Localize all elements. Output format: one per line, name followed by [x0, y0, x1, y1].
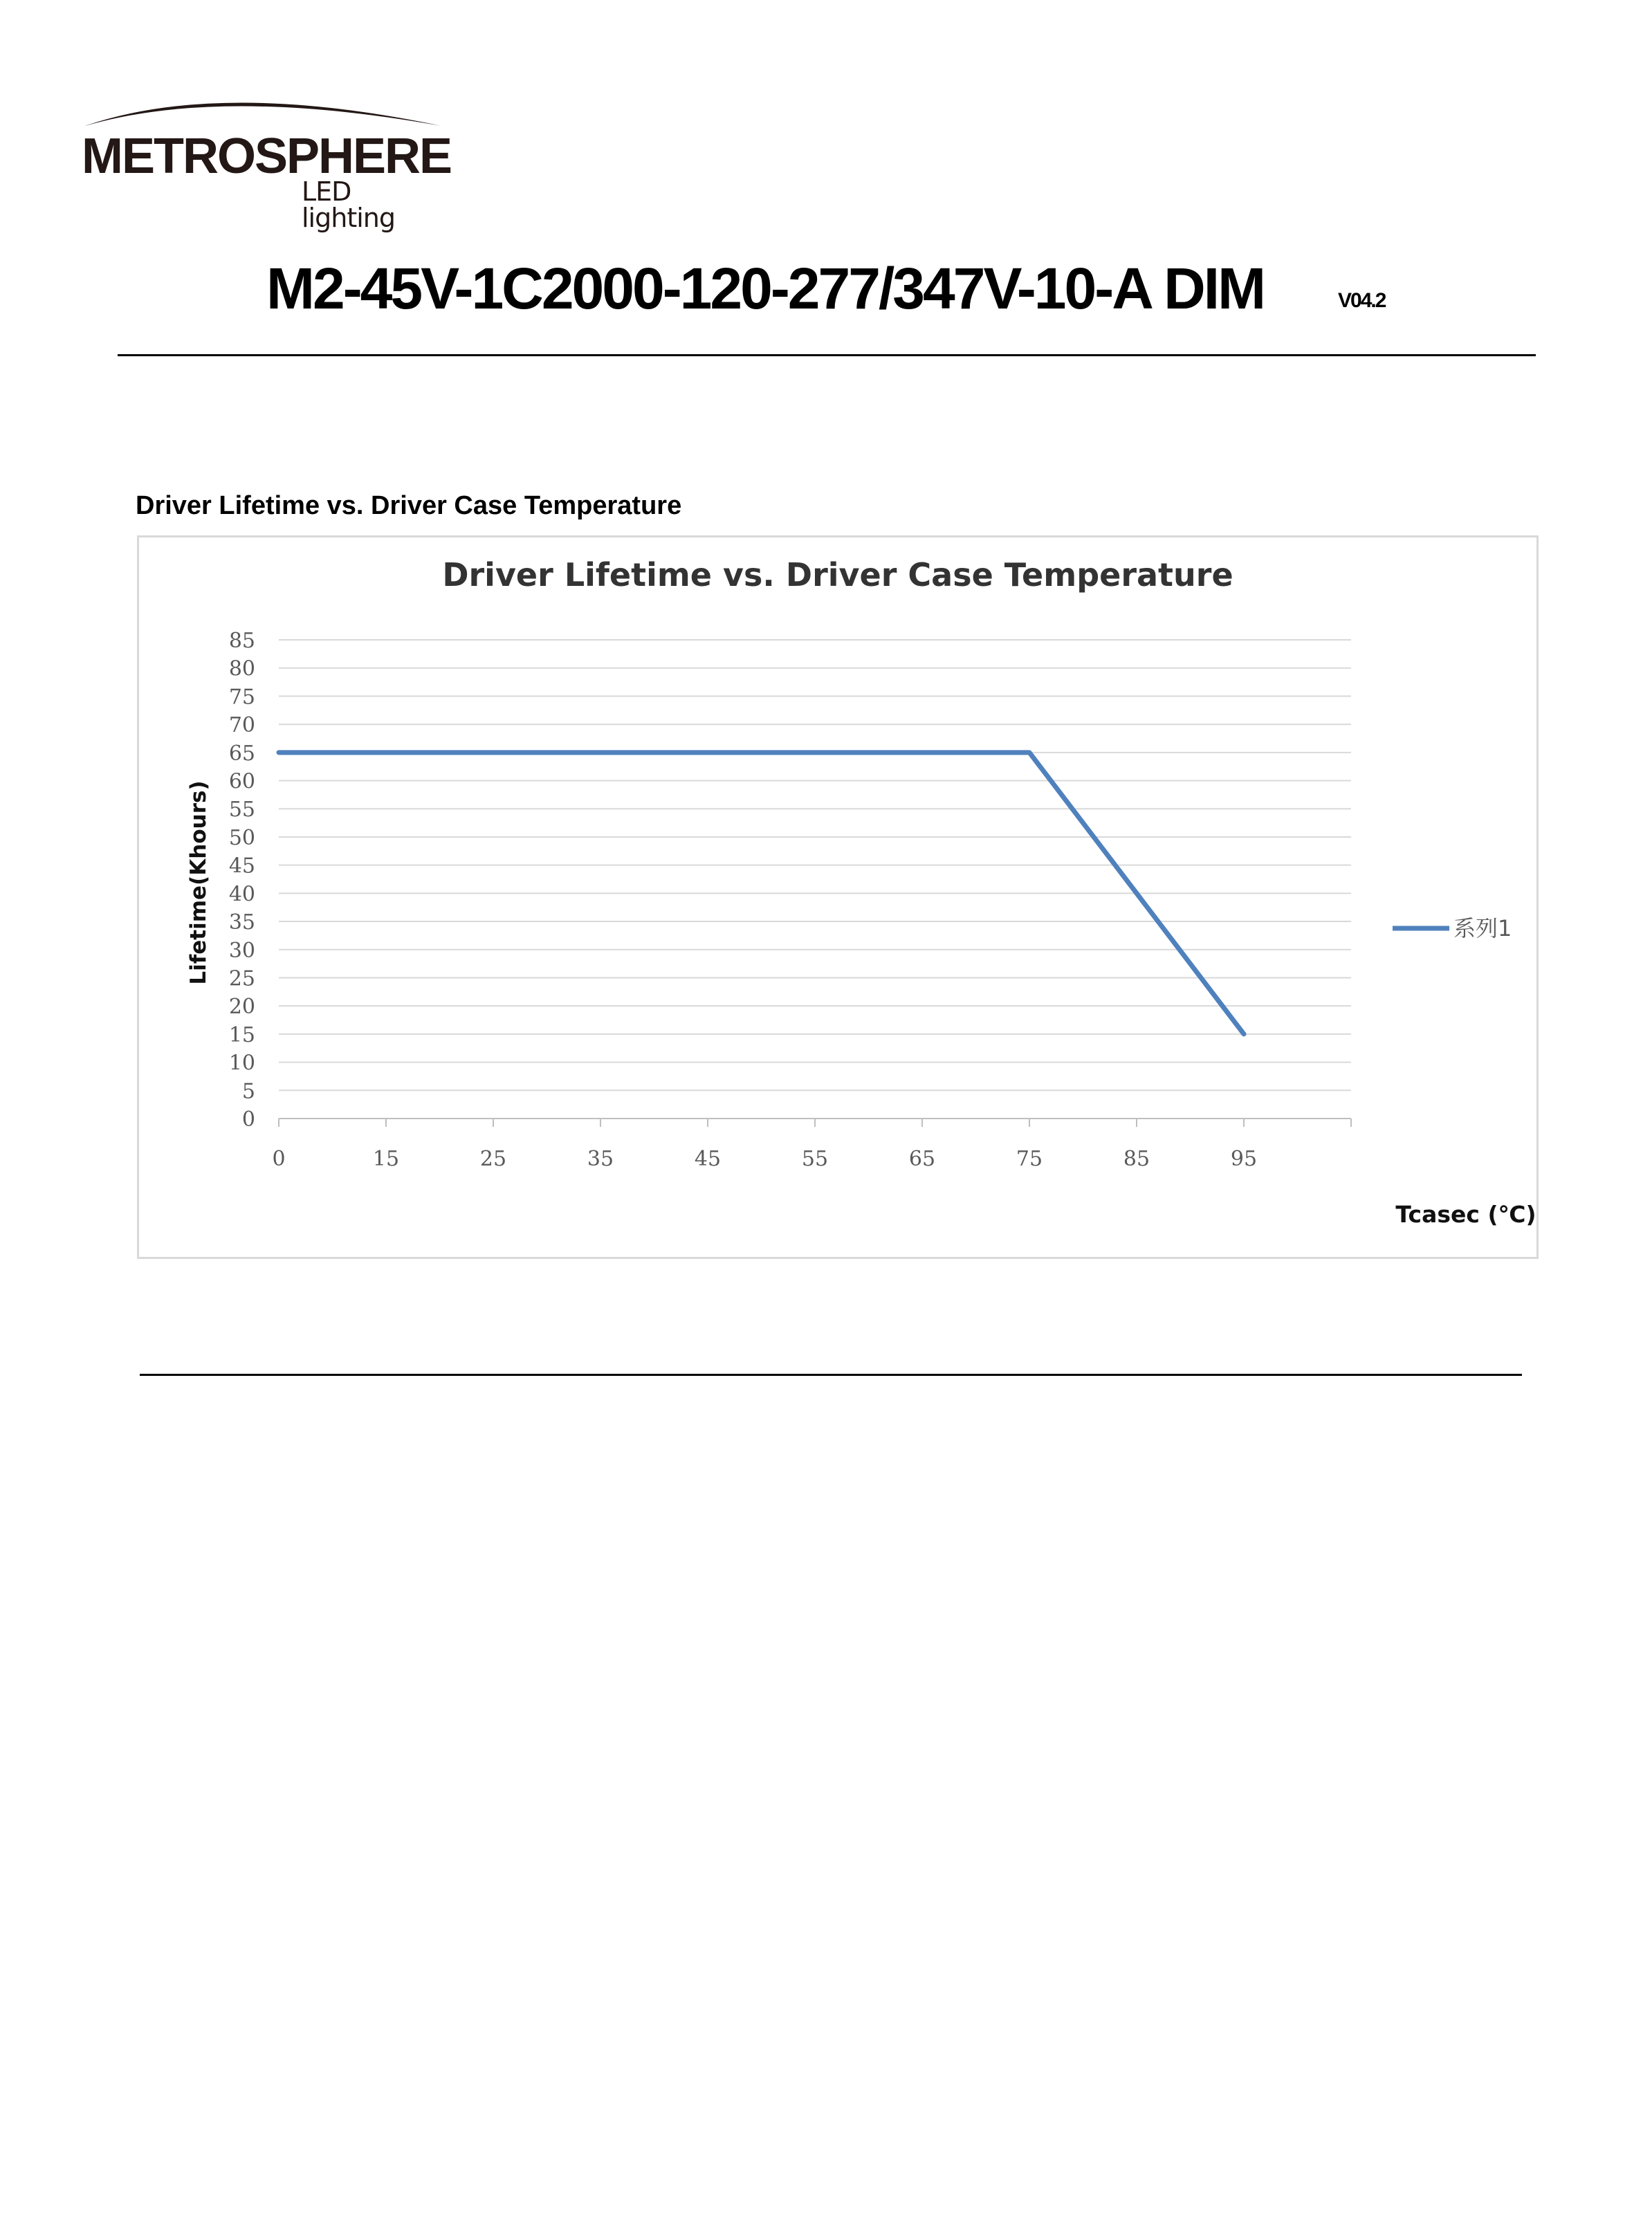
- logo-name: METROSPHERE: [82, 129, 452, 184]
- y-tick-label: 55: [228, 798, 255, 822]
- y-tick-label: 35: [228, 910, 255, 935]
- y-tick-label: 70: [228, 713, 255, 738]
- x-tick-labels: [272, 1147, 1257, 1171]
- x-tick-label: 45: [694, 1147, 722, 1171]
- y-tick-label: 0: [241, 1107, 255, 1132]
- x-tick-label: 35: [587, 1147, 614, 1171]
- footer-divider: [140, 1374, 1522, 1376]
- document-version: V04.2: [1338, 289, 1386, 312]
- y-tick-label: 30: [228, 938, 255, 963]
- y-tick-label: 5: [241, 1079, 255, 1104]
- y-tick-label: 60: [228, 769, 255, 794]
- section-heading: Driver Lifetime vs. Driver Case Temperature: [136, 491, 682, 520]
- y-axis-label: Lifetime(Khours): [186, 780, 211, 985]
- x-tick-label: 75: [1016, 1147, 1043, 1171]
- y-tick-label: 20: [228, 995, 255, 1020]
- y-tick-labels: [229, 629, 255, 1132]
- x-tick-label: 95: [1230, 1147, 1258, 1171]
- header-divider: [118, 354, 1536, 356]
- y-tick-label: 40: [228, 882, 255, 907]
- document-title: M2-45V-1C2000-120-277/347V-10-A DIM: [266, 256, 1265, 321]
- legend: [1393, 915, 1512, 941]
- logo-tagline: LED lighting: [302, 176, 395, 233]
- y-tick-label: 45: [228, 854, 255, 879]
- y-tick-label: 80: [228, 656, 255, 681]
- y-tick-label: 65: [228, 741, 255, 766]
- x-axis-label: Tcasec (℃): [1395, 1201, 1536, 1228]
- axes: [279, 1119, 1351, 1127]
- x-tick-label: 65: [908, 1147, 936, 1171]
- x-tick-label: 0: [272, 1147, 286, 1171]
- lifetime-chart: [137, 535, 1539, 1259]
- y-tick-label: 50: [228, 825, 255, 850]
- y-tick-label: 10: [228, 1051, 255, 1076]
- chart-canvas: [139, 537, 1536, 1257]
- chart-title: Driver Lifetime vs. Driver Case Temperature: [442, 556, 1233, 594]
- x-tick-label: 85: [1123, 1147, 1150, 1171]
- y-tick-label: 25: [228, 966, 255, 991]
- grid-lines: [279, 640, 1351, 1090]
- x-tick-label: 55: [801, 1147, 829, 1171]
- y-tick-label: 15: [228, 1022, 255, 1047]
- y-tick-label: 75: [228, 685, 255, 710]
- y-tick-label: 85: [228, 629, 255, 653]
- company-logo: [82, 83, 452, 233]
- x-tick-label: 25: [479, 1147, 507, 1171]
- x-tick-label: 15: [372, 1147, 400, 1171]
- legend-label: 系列1: [1453, 915, 1512, 941]
